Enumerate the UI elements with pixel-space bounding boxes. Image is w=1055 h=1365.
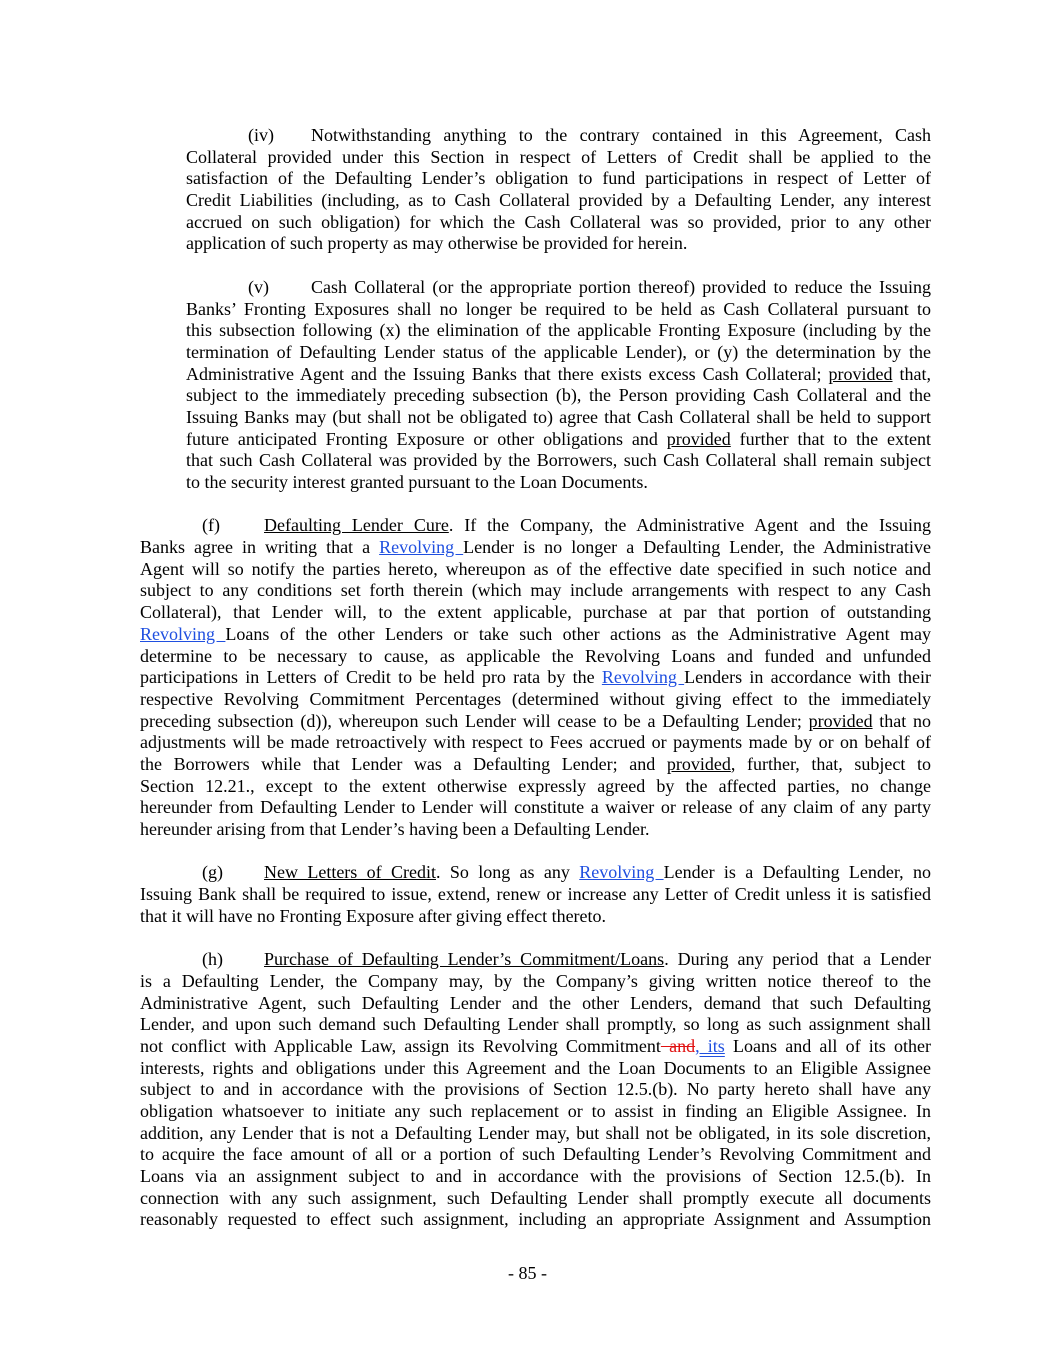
text-line [186,407,931,429]
paragraph-h [140,949,931,1231]
text-segment: that no [872,710,931,731]
text-line [140,1123,931,1145]
paragraph-g [140,862,931,927]
text-segment: subject to any conditions set forth therein (which may include arrangements with respect to any Cash [140,580,931,601]
text-line [140,776,931,798]
text-segment: Loans via an assignment subject to and in accordance with the provisions of Section 12.5.(b). In [140,1166,931,1186]
text-segment: Banks’ Fronting Exposures shall no longer be required to be held as Cash Collateral pursuant to [186,298,931,319]
text-segment: accrued on such obligation) for which the Cash Collateral was so provided, prior to any other [186,211,931,232]
text-segment: Administrative Agent, such Defaulting Lender and the other Lenders, demand that such Defaulting [140,992,931,1013]
text-segment: Collateral provided under this Section in respect of Letters of Credit shall be applied to the [186,146,931,167]
text-line [140,1058,931,1080]
text-segment: to acquire the face amount of all or a portion of such Defaulting Lender’s Revolving Commitment and [140,1144,931,1165]
text-line [186,320,931,342]
underlined-term: New Letters of Credit [264,862,436,883]
text-segment: hereunder arising from that Lender’s having been a Defaulting Lender. [140,819,650,839]
text-line [140,993,931,1015]
text-line [186,364,931,386]
text-segment: reasonably requested to effect such assignment, including an appropriate Assignment and Assumption [140,1209,931,1230]
text-segment: interests, rights and obligations under this Agreement and the Loan Documents to an Eligible Assignee [140,1057,931,1078]
text-line [186,212,931,234]
text-segment: is a Defaulting Lender, the Company may, by the Company’s giving written notice thereof to the [140,970,931,991]
text-segment: Collateral), that Lender will, to the extent applicable, purchase at par that portion of outstanding [140,602,931,623]
text-segment: Loans and all of its other [724,1035,931,1056]
paragraph-label: (h) [202,949,223,970]
text-line [140,819,931,841]
text-segment: hereunder from Defaulting Lender to Lender will constitute a waiver or release of any claim of any party [140,797,931,818]
text-line [140,732,931,754]
text-segment: to the security interest granted pursuant to the Loan Documents. [186,472,648,492]
text-line [140,971,931,993]
text-segment: not conflict with Applicable Law, assign its Revolving Commitment [140,1035,661,1056]
text-segment: Cash Collateral (or the appropriate portion thereof) provided to reduce the Issuing [311,276,931,297]
text-line [140,537,931,559]
text-segment: Credit Liabilities (including, as to Cash Collateral provided by a Defaulting Lender, any interest [186,190,931,211]
underlined-term: Purchase of Defaulting Lender’s Commitment/Loans [264,949,665,970]
text-segment: Lenders in accordance with their [684,667,932,688]
paragraph-label: (f) [202,515,220,536]
paragraph-label: (v) [248,276,269,297]
paragraph-label: (g) [202,862,223,883]
paragraph-iv [186,125,931,255]
text-line [186,190,931,212]
text-line [140,1014,931,1036]
text-segment: subject to and in accordance with the provisions of Section 12.5.(b). No party hereto shall have any [140,1079,931,1100]
text-line [186,147,931,169]
document-body [0,125,1055,1253]
text-line [140,580,931,602]
text-segment: . If the Company, the Administrative Agent and the Issuing [448,515,932,536]
text-segment: that such Cash Collateral was provided by the Borrowers, such Cash Collateral shall remain subject [186,450,931,471]
text-segment: addition, any Lender that is not a Defaulting Lender may, but shall not be obligated, in its sole discretion, [140,1122,931,1143]
text-line [186,450,931,472]
text-line [140,559,931,581]
text-segment: Loans of the other Lenders or take such other actions as the Administrative Agent may [225,623,932,644]
text-segment: . During any period that a Lender [664,949,931,970]
text-segment: Agent will so notify the parties hereto, whereupon as of the effective date specified in such notice and [140,558,931,579]
paragraph-f [140,515,931,840]
text-line [186,299,931,321]
text-line [140,689,931,711]
text-segment: Lender is no longer a Defaulting Lender, the Administrative [463,537,931,558]
text-line [140,906,931,928]
text-segment: . So long as any [436,862,580,883]
revision-inserted-link[interactable]: Revolving [140,623,226,644]
text-segment: Banks agree in writing that a [140,537,380,558]
underlined-term: Defaulting Lender Cure [264,515,449,536]
text-segment: satisfaction of the Defaulting Lender’s obligation to fund participations in respect of Letter of [186,168,931,189]
underlined-term: provided [828,363,893,384]
revision-inserted-link[interactable]: Revolving [579,862,664,883]
text-segment: Issuing Banks may (but shall not be obligated to) agree that Cash Collateral shall be held to support [186,406,931,427]
underlined-term: provided [666,753,731,774]
text-segment: Lender is a Defaulting Lender, no [663,862,932,883]
text-line [140,602,931,624]
text-segment: respective Revolving Commitment Percentages (determined without giving effect to the immediately [140,688,931,709]
text-segment: that, [892,363,931,384]
text-segment: application of such property as may otherwise be provided for herein. [186,233,688,254]
text-line [140,884,931,906]
text-segment: the Borrowers while that Lender was a Defaulting Lender; and [140,753,667,774]
underlined-term: provided [808,710,873,731]
text-line [186,429,931,451]
text-line [140,797,931,819]
text-segment: Lender, and upon such demand such Defaulting Lender shall promptly, so long as such assignment shall [140,1014,931,1035]
text-line [186,277,931,299]
text-line [140,711,931,733]
text-line [140,515,931,537]
text-segment: participations in Letters of Credit to be held pro rata by the [140,667,602,688]
text-line [186,125,931,147]
text-segment: further that to the extent [730,428,931,449]
text-line [140,862,931,884]
text-segment: preceding subsection (d)), whereupon such Lender will cease to be a Defaulting Lender; [140,710,809,731]
text-segment: connection with any such assignment, such Defaulting Lender shall promptly execute all documents [140,1187,931,1208]
text-line [140,1209,931,1231]
text-line [140,1166,931,1188]
revision-inserted-link[interactable]: Revolving [379,537,464,558]
text-line [186,233,931,255]
text-line [186,168,931,190]
text-line [140,646,931,668]
underlined-term: provided [666,428,731,449]
text-line [140,949,931,971]
text-line [140,1188,931,1210]
text-line [140,754,931,776]
text-line [140,1079,931,1101]
revision-inserted-link[interactable]: Revolving [601,667,685,688]
text-segment: future anticipated Fronting Exposure or other obligations and [186,428,667,449]
paragraph-label: (iv) [248,125,274,145]
text-line [186,385,931,407]
text-segment: this subsection following (x) the elimination of the applicable Fronting Exposure (including by the [186,320,931,341]
text-segment: Issuing Bank shall be required to issue, extend, renew or increase any Letter of Credit unless it is satisfied [140,884,931,905]
text-segment: Notwithstanding anything to the contrary contained in this Agreement, Cash [311,125,931,145]
text-segment: Administrative Agent and the Issuing Banks that there exists excess Cash Collateral; [186,363,829,384]
revision-insertion: , its [695,1035,725,1056]
text-segment: adjustments will be made retroactively with respect to Fees accrued or payments made by or on behalf of [140,732,931,753]
text-line [140,1101,931,1123]
text-segment: obligation whatsoever to initiate any such replacement or to assist in finding an Eligible Assignee. In [140,1100,931,1121]
page-number: - 85 - [508,1263,547,1283]
text-line [186,342,931,364]
text-line [140,1144,931,1166]
text-segment: termination of Defaulting Lender status of the applicable Lender), or (y) the determination by the [186,341,931,362]
text-segment: Section 12.21., except to the extent otherwise expressly agreed by the affected parties, no change [140,775,931,796]
text-line [140,624,931,646]
text-line [186,472,931,494]
text-line [140,1036,931,1058]
text-segment: subject to the immediately preceding subsection (b), the Person providing Cash Collateral and the [186,385,931,406]
text-segment: , further, that, subject to [730,753,931,774]
text-segment: determine to be necessary to cause, as applicable the Revolving Loans and funded and unfunded [140,645,931,666]
text-segment: that it will have no Fronting Exposure after giving effect thereto. [140,905,607,926]
text-line [140,667,931,689]
revision-deletion: and [660,1035,696,1056]
paragraph-v [186,277,931,494]
